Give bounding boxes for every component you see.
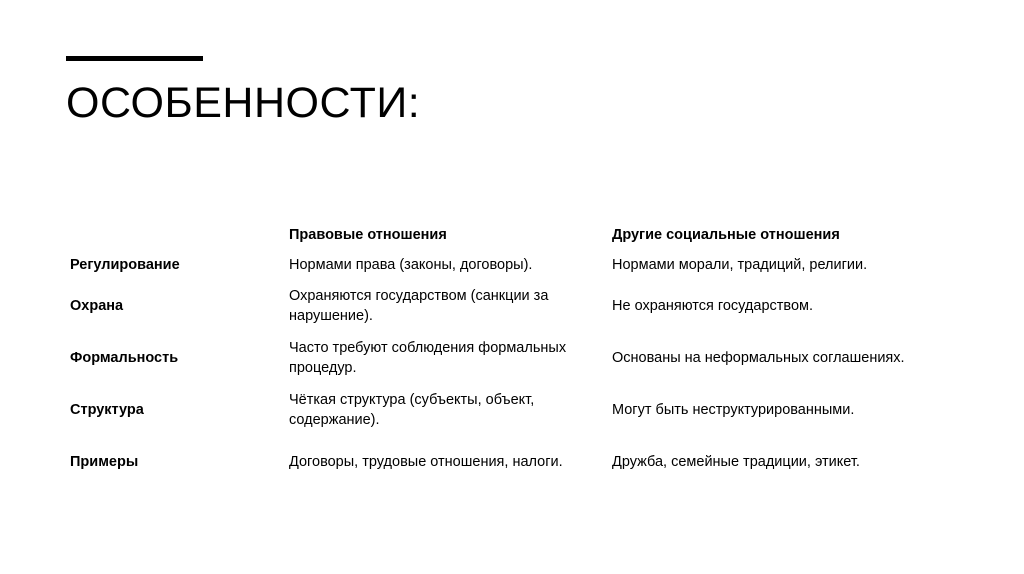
social-cell: Дружба, семейные традиции, этикет.	[612, 454, 860, 470]
row-label: Формальность	[70, 350, 179, 366]
header-empty-cell	[62, 220, 281, 250]
row-label: Структура	[70, 402, 144, 418]
legal-cell: Часто требуют соблюдения формальных процедур.	[289, 340, 567, 376]
table-row	[62, 384, 922, 436]
row-label: Регулирование	[70, 257, 180, 273]
table-row	[62, 280, 922, 332]
social-cell: Основаны на неформальных соглашениях.	[612, 350, 905, 366]
table-row	[62, 250, 922, 280]
header-social-relations: Другие социальные отношения	[612, 227, 840, 243]
legal-cell: Договоры, трудовые отношения, налоги.	[289, 454, 563, 470]
social-cell: Не охраняются государством.	[612, 298, 814, 314]
table-row	[62, 436, 922, 488]
social-cell: Могут быть неструктурированными.	[612, 402, 855, 418]
social-cell: Нормами морали, традиций, религии.	[612, 257, 868, 273]
legal-cell: Нормами права (законы, договоры).	[289, 257, 533, 273]
row-label: Охрана	[70, 298, 124, 314]
comparison-table	[62, 220, 922, 488]
table-header-row	[62, 220, 922, 250]
header-legal-relations: Правовые отношения	[289, 227, 447, 243]
legal-cell: Охраняются государством (санкции за нарушение).	[289, 288, 549, 324]
title-accent-bar	[66, 56, 203, 61]
legal-cell: Чёткая структура (субъекты, объект, содержание).	[289, 392, 535, 428]
slide-title: ОСОБЕННОСТИ:	[66, 79, 421, 127]
table-row	[62, 332, 922, 384]
row-label: Примеры	[70, 454, 139, 470]
